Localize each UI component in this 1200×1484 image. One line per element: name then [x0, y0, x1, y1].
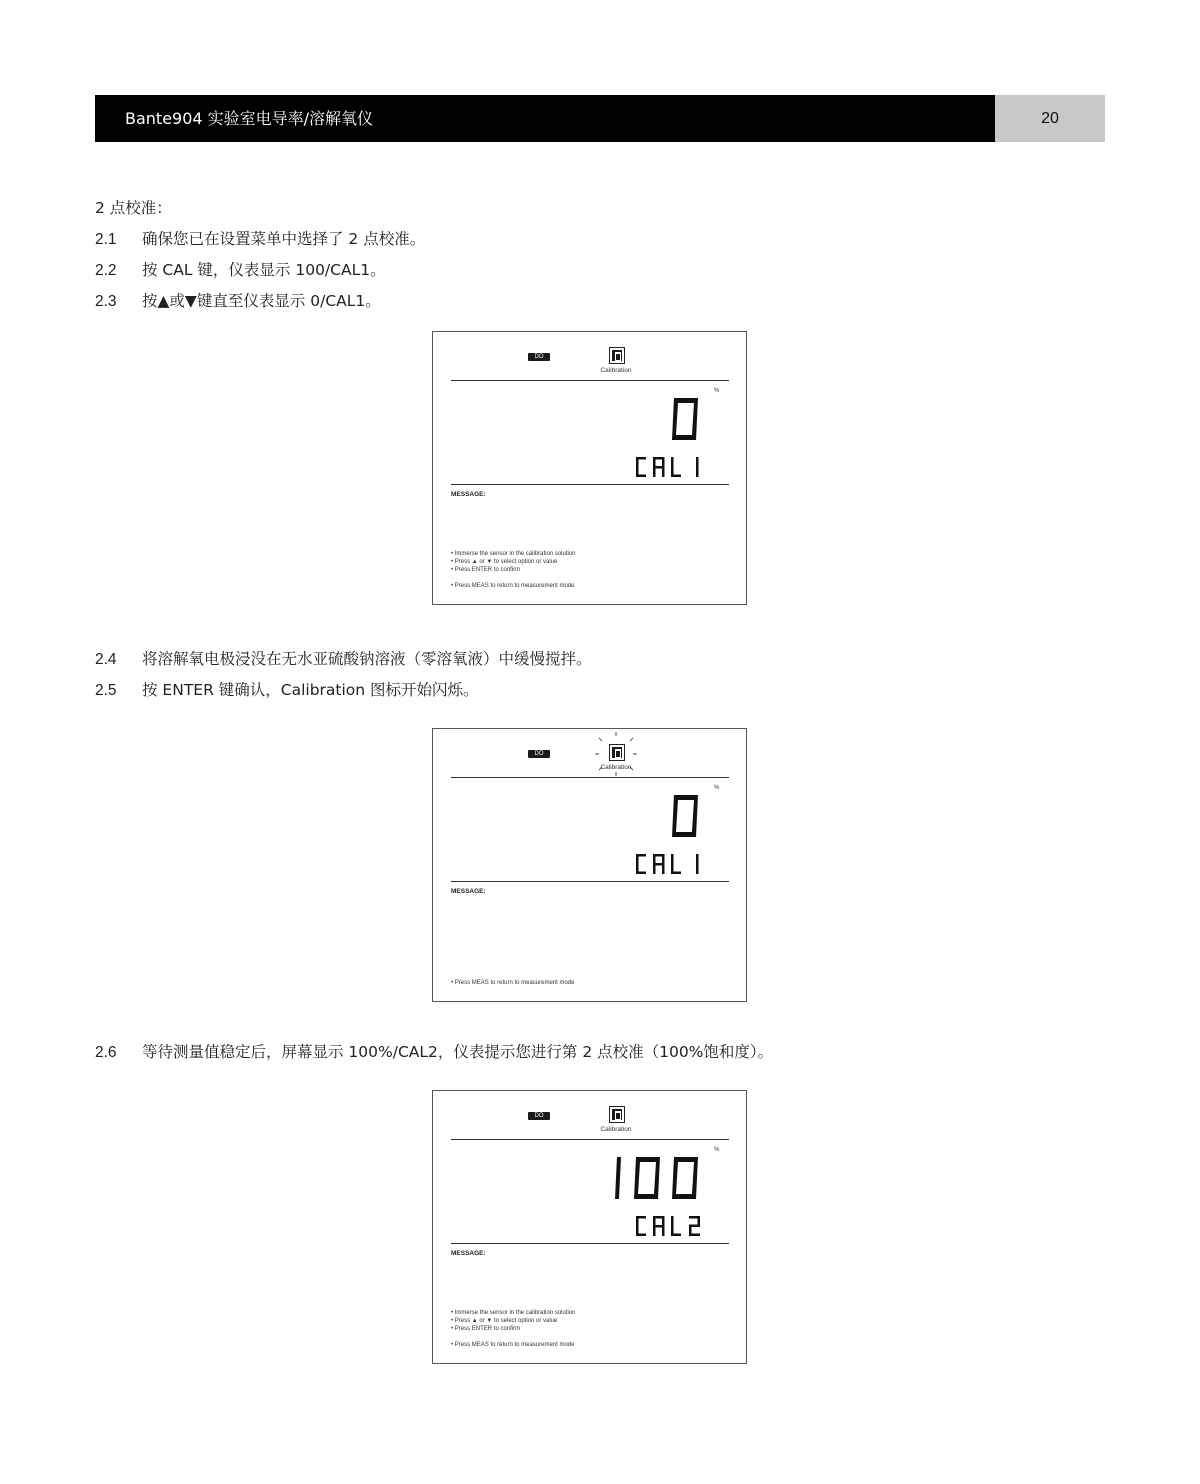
- unit-label: %: [714, 785, 720, 791]
- reading-value: [666, 394, 706, 444]
- do-mode-badge: DO: [528, 1112, 550, 1120]
- section-intro: 2 点校准：: [95, 199, 172, 217]
- meter-screen-3: [432, 1090, 747, 1364]
- reading-value: [610, 1153, 706, 1203]
- divider: [451, 777, 729, 778]
- step-2-5: [95, 678, 479, 700]
- sub-display-cal1: [634, 853, 706, 875]
- step-number: 2.6: [95, 1044, 117, 1061]
- step-text: 将溶解氧电极浸没在无水亚硫酸钠溶液（零溶氧液）中缓慢搅拌。: [142, 650, 592, 668]
- message-label: MESSAGE:: [451, 491, 486, 498]
- step-text: 等待测量值稳定后，屏幕显示 100%/CAL2，仪表提示您进行第 2 点校准（100%饱和度）。: [142, 1043, 774, 1061]
- page-number-box: [995, 95, 1105, 142]
- note-line: • Press ENTER to confirm: [451, 567, 521, 573]
- note-line: • Press ENTER to confirm: [451, 1326, 521, 1332]
- step-2-6: [95, 1040, 773, 1062]
- message-notes: [451, 979, 574, 987]
- message-label: MESSAGE:: [451, 1250, 486, 1257]
- sub-display-cal2: [634, 1215, 706, 1237]
- calibration-label: Calibration: [600, 1126, 632, 1133]
- do-mode-badge: DO: [528, 750, 550, 758]
- sub-display-cal1: [634, 456, 706, 478]
- message-label: MESSAGE:: [451, 888, 486, 895]
- step-number: 2.5: [95, 682, 117, 699]
- meter-screen-1: [432, 331, 747, 605]
- calibration-label: Calibration: [600, 367, 632, 374]
- step-text: 按 CAL 键，仪表显示 100/CAL1。: [142, 261, 386, 279]
- step-text: 按▲或▼键直至仪表显示 0/CAL1。: [142, 292, 381, 310]
- calibration-label: Calibration: [600, 764, 632, 771]
- divider: [451, 1139, 729, 1140]
- footer-note: • Press MEAS to return to measurement mode: [451, 980, 575, 986]
- note-line: • Immerse the sensor in the calibration solution: [451, 551, 576, 557]
- message-notes: [451, 1309, 576, 1349]
- unit-label: %: [714, 388, 720, 394]
- calibration-icon: [609, 744, 625, 761]
- page-header: [95, 95, 995, 142]
- note-line: • Press ▲ or ▼ to select option or value: [451, 559, 558, 565]
- document-title: Bante904 实验室电导率/溶解氧仪: [125, 109, 374, 128]
- step-number: 2.1: [95, 231, 117, 248]
- calibration-icon: [609, 1106, 625, 1123]
- step-number: 2.3: [95, 293, 117, 310]
- calibration-icon: [609, 347, 625, 364]
- page-number: 20: [1041, 110, 1059, 127]
- divider: [451, 1243, 729, 1244]
- footer-note: • Press MEAS to return to measurement mode: [451, 1342, 575, 1348]
- step-text: 按 ENTER 键确认，Calibration 图标开始闪烁。: [142, 681, 479, 699]
- note-line: • Immerse the sensor in the calibration solution: [451, 1310, 576, 1316]
- step-2-2: [95, 258, 386, 280]
- message-notes: [451, 550, 576, 590]
- step-number: 2.4: [95, 651, 117, 668]
- footer-note: • Press MEAS to return to measurement mode: [451, 583, 575, 589]
- divider: [451, 881, 729, 882]
- do-mode-badge: DO: [528, 353, 550, 361]
- step-text: 确保您已在设置菜单中选择了 2 点校准。: [142, 230, 426, 248]
- step-2-4: [95, 647, 592, 669]
- step-number: 2.2: [95, 262, 117, 279]
- step-2-1: [95, 227, 425, 249]
- meter-screen-2: [432, 728, 747, 1002]
- divider: [451, 380, 729, 381]
- unit-label: %: [714, 1147, 720, 1153]
- divider: [451, 484, 729, 485]
- step-2-3: [95, 289, 381, 311]
- reading-value: [666, 791, 706, 841]
- note-line: • Press ▲ or ▼ to select option or value: [451, 1318, 558, 1324]
